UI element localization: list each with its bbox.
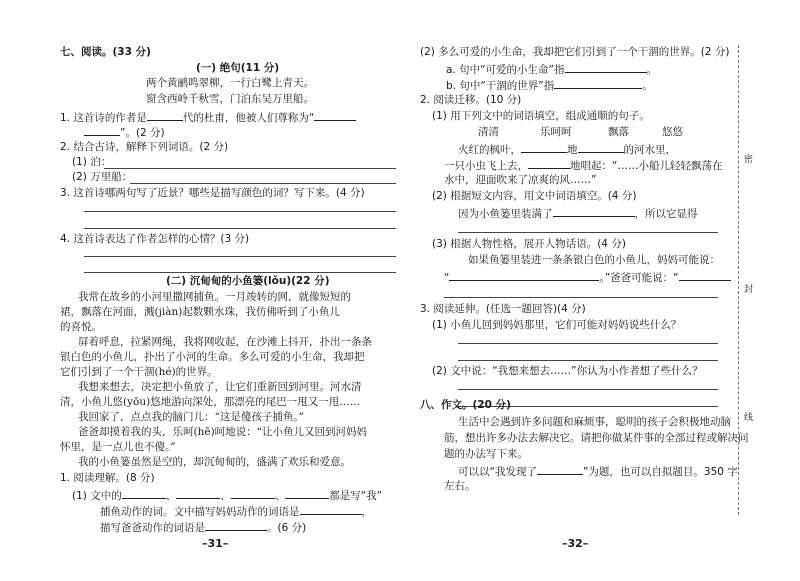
- essay-line-1: 生活中会遇到许多问题和麻烦事，聪明的孩子会积极地动脑: [458, 416, 731, 428]
- story-line-4: 屏着呼息，拉紧网绳，我将网收起，在沙滩上抖开，扑出一条条: [78, 336, 372, 348]
- answer-line[interactable]: [104, 168, 396, 169]
- answer-line[interactable]: [84, 256, 396, 257]
- question-2-2: [72, 170, 132, 185]
- r1-text-h: 。(6 分): [267, 522, 307, 534]
- answer-blank[interactable]: [300, 503, 362, 515]
- question-2: 2. 结合古诗，解释下列词语。(2 分): [60, 141, 229, 153]
- binding-label-bottom: 线: [744, 413, 754, 423]
- page-number-left: –31–: [202, 537, 229, 550]
- answer-blank[interactable]: [84, 124, 120, 136]
- essay-line-3: 题的办法写下来。: [444, 448, 528, 460]
- answer-blank[interactable]: [528, 157, 570, 169]
- answer-blank[interactable]: [679, 269, 731, 281]
- section-8-title: 八、作文。(20 分): [420, 399, 511, 411]
- part2-title: (二) 沉甸甸的小鱼篓(lǒu)(22 分): [166, 275, 330, 287]
- answer-blank[interactable]: [554, 77, 642, 89]
- r1-sep: 、: [220, 490, 231, 502]
- answer-blank[interactable]: [537, 463, 583, 475]
- fill-text-d: 一只小虫飞上去，: [444, 160, 528, 172]
- answer-line[interactable]: [458, 343, 718, 344]
- transfer-q2: (2) 根据短文内容，用文中词语填空。(4 分): [432, 190, 637, 202]
- part1-title: (一) 绝句(11 分): [196, 62, 280, 74]
- answer-blank[interactable]: [205, 519, 267, 531]
- essay-text-b: ”为题，也可以自拟题目。350 字: [582, 466, 738, 478]
- answer-blank[interactable]: [553, 205, 635, 217]
- answer-blank[interactable]: [122, 487, 166, 499]
- question-4: 4. 这首诗表达了作者怎样的心情？(3 分): [60, 233, 250, 245]
- fill-line-1: [458, 141, 676, 158]
- q-r-2a: [446, 61, 657, 78]
- q-r-2: (2) 多么可爱的小生命，我却把它们引到了一个干涸的世界。(2 分): [420, 46, 730, 58]
- fill-line-2: [444, 157, 722, 174]
- reading-q1: 1. 阅读理解。(8 分): [60, 472, 155, 484]
- r1-sep: 、: [274, 490, 286, 502]
- story-line-9: 我回家了，点点我的脑门儿：“这是傻孩子捕鱼。”: [78, 411, 304, 423]
- answer-blank[interactable]: [147, 109, 183, 121]
- poem-line-1: 两个黄鹂鸣翠柳，一行白鹭上青天。: [146, 77, 314, 89]
- answer-blank[interactable]: [285, 487, 329, 499]
- essay-text-a: 可以以“我发现了: [458, 466, 537, 478]
- binding-line: [738, 45, 739, 515]
- reading-q1-1: [72, 487, 382, 504]
- essay-line-5: 左右。: [444, 480, 476, 492]
- r1-text-a: (1) 文中的: [72, 490, 122, 502]
- answer-line[interactable]: [444, 297, 718, 298]
- transfer-q1: (1) 用下列文中的词语填空，组成通顺的句子。: [432, 110, 650, 122]
- answer-line[interactable]: [458, 360, 718, 361]
- extension-q: 3. 阅读延伸。(任选一题回答)(4 分): [420, 303, 586, 315]
- r1-sep: ，: [361, 506, 372, 518]
- story-line-2: 裙，飘落在河面，溅(jiàn)起数颗水珠，我仿佛听到了小鱼儿: [60, 306, 340, 318]
- q-r-2b: [446, 77, 653, 94]
- answer-line[interactable]: [84, 228, 396, 229]
- answer-blank[interactable]: [176, 487, 220, 499]
- answer-line[interactable]: [458, 232, 718, 233]
- q2-1-label: (1) 泊：: [72, 156, 112, 168]
- word-bank-4: 悠悠: [662, 126, 683, 138]
- story-line-5: 银白色的小鱼儿，扑出了小河的生命。多么可爱的小生命，我却把: [60, 351, 365, 363]
- r1-sep: 、: [165, 490, 177, 502]
- binding-label-middle: 封: [744, 285, 754, 295]
- poem-line-2: 窗含西岭千秋雪，门泊东吴万里船。: [146, 93, 314, 105]
- fill-line-4: [458, 205, 698, 222]
- story-line-7: 我想来想去，决定把小鱼放了，让它们重新回到河里。河水清: [78, 381, 362, 393]
- fill-text-b: 地: [567, 144, 578, 156]
- binding-label-top: 密: [744, 155, 754, 165]
- q1-text-c: ”。(2 分): [120, 127, 165, 139]
- story-line-3: 的喜悦。: [60, 321, 102, 333]
- answer-blank[interactable]: [565, 61, 647, 73]
- answer-line[interactable]: [130, 183, 396, 184]
- story-line-10: 爸爸却摸着我的头，乐呵(hē)呵地说：“让小鱼儿又回到河妈妈: [78, 426, 368, 438]
- question-1-cont: [84, 124, 165, 141]
- q2a-text: a. 句中“可爱的小生命”指: [446, 64, 565, 76]
- answer-line[interactable]: [84, 211, 396, 212]
- fill-line-6: [444, 269, 731, 286]
- story-line-6: 它们引到了一个干涸(hé)的世界。: [60, 366, 218, 378]
- quote-open: “: [444, 272, 450, 284]
- essay-line-4: [458, 463, 738, 480]
- answer-blank[interactable]: [449, 269, 599, 281]
- answer-blank[interactable]: [314, 109, 356, 121]
- fill-text-g: ，所以它显得: [634, 208, 698, 220]
- answer-blank[interactable]: [578, 141, 624, 153]
- essay-line-2: 筋，想出许多办法去解决它。请把你做某件事的全部过程或解决问: [444, 432, 749, 444]
- period: 。: [646, 64, 657, 76]
- r1-text-f: 捕鱼动作的词。文中描写妈妈动作的词语是: [100, 506, 300, 518]
- word-bank-2: 乐呵呵: [540, 126, 572, 138]
- answer-line[interactable]: [458, 389, 718, 390]
- page-number-right: –32–: [562, 537, 589, 550]
- transfer-q3: (3) 根据人物性格，展开人物话语。(4 分): [432, 238, 626, 250]
- story-line-11: 怀里，是一点儿也不傻。”: [60, 441, 176, 453]
- answer-blank[interactable]: [521, 141, 567, 153]
- q1-text-b: 代的杜甫，他被人们尊称为“: [182, 112, 315, 124]
- word-bank-3: 飘落: [608, 126, 629, 138]
- q2-2-label: (2) 万里船：: [72, 171, 133, 183]
- extension-q2: (2) 文中说：“我想来想去……”你认为小作者想了些什么？: [432, 365, 703, 377]
- answer-blank[interactable]: [231, 487, 275, 499]
- story-line-8: 清，小鱼儿悠(yōu)悠地游向深处，那漂亮的尾巴一甩又一甩……: [60, 396, 361, 408]
- r1-text-g: 描写爸爸动作的词语是: [100, 522, 205, 534]
- section-7-title: 七、阅读。(33 分): [60, 46, 151, 58]
- q2b-text: b. 句中“干涸的世界”指: [446, 80, 555, 92]
- fill-text-c: 的河水里，: [623, 144, 676, 156]
- story-line-1: 我常在故乡的小河里撒网捕鱼。一月竣转的网，就像短短的: [78, 291, 351, 303]
- word-bank-1: 清清: [478, 126, 499, 138]
- reading-q1-2: [100, 503, 372, 520]
- fill-text-h: 。”爸爸可能说：“: [599, 272, 679, 284]
- question-3: 3. 这首诗哪两句写了近景？哪些是描写颜色的词？写下来。(4 分): [60, 187, 365, 199]
- story-line-12: 我的小鱼篓虽然是空的，却沉甸甸的，盛满了欢乐和爱意。: [78, 456, 351, 468]
- q1-text-a: 1. 这首诗的作者是: [60, 112, 147, 124]
- period: 。: [642, 80, 653, 92]
- reading-q1-3: [100, 519, 306, 536]
- extension-q1: (1) 小鱼儿回到妈妈那里，它们可能对妈妈说些什么？: [432, 319, 682, 331]
- fill-text-e: 地唱起：“……小船儿轻轻飘荡在: [570, 160, 723, 172]
- transfer-q: 2. 阅读迁移。(10 分): [420, 94, 522, 106]
- fill-text-f: 因为小鱼篓里装满了: [458, 208, 553, 220]
- r1-text-e: 都是写“我”: [329, 490, 383, 502]
- fill-text-a: 火红的枫叶，: [458, 144, 521, 156]
- fill-line-5: 如果鱼篓里装进一条条银白色的小鱼儿，妈妈可能说：: [468, 254, 720, 266]
- fill-line-3: 水中，迎面吹来了凉爽的风……”: [444, 174, 597, 186]
